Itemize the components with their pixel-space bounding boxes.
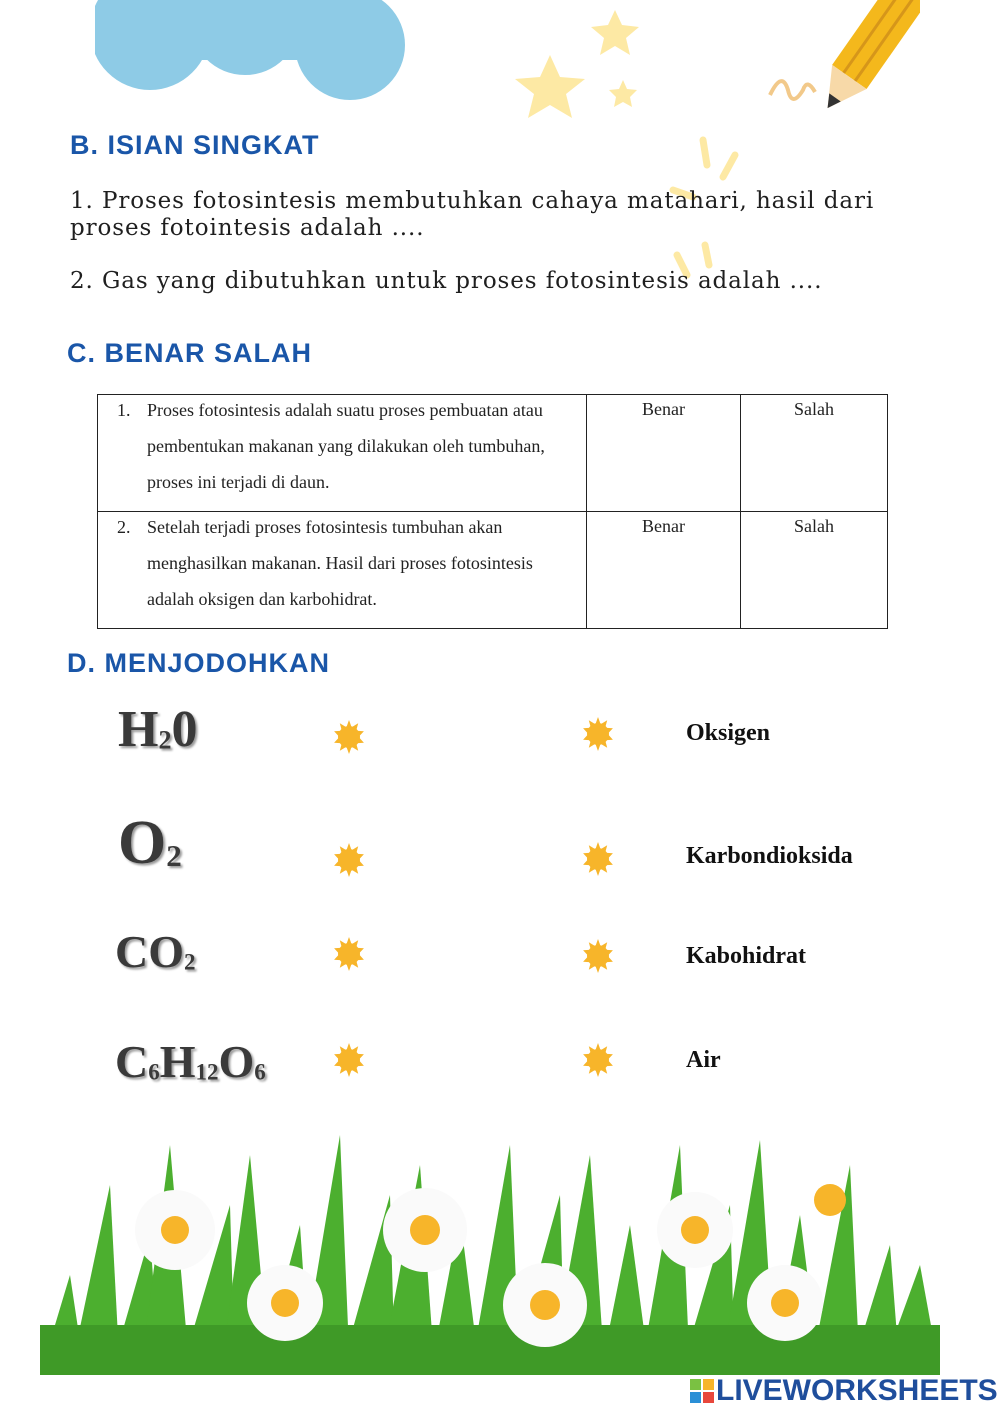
section-d-title: D. MENJODOHKAN: [67, 648, 331, 678]
grass-flowers-illustration: [40, 1125, 940, 1375]
sun-dot-icon[interactable]: [332, 843, 366, 877]
salah-option[interactable]: Salah: [741, 512, 888, 629]
question-2: 2. Gas yang dibutuhkan untuk proses fotosintesis adalah ....: [70, 268, 823, 294]
logo-text: LIVEWORKSHEETS: [716, 1374, 998, 1407]
answer-air: Air: [686, 1047, 721, 1073]
formula-water: $H_20$: [118, 701, 198, 758]
benar-option[interactable]: Benar: [587, 512, 741, 629]
cloud-icon: [95, 0, 415, 100]
formula-oxygen: $O_2$: [118, 809, 182, 877]
statement-cell: [98, 512, 587, 629]
section-b-title: B. ISIAN SINGKAT: [70, 130, 320, 160]
answer-kabohidrat: Kabohidrat: [686, 943, 807, 969]
benar-option[interactable]: Benar: [587, 395, 741, 512]
pencil-icon: [760, 0, 920, 130]
statement-number: 1.: [117, 400, 131, 420]
sun-dot-icon[interactable]: [581, 717, 615, 751]
table-row: [98, 512, 888, 629]
liveworksheets-logo-icon: [690, 1379, 714, 1403]
formula-glucose: $C_6H_{12}O_6$: [115, 1036, 266, 1087]
statement-cell: [98, 395, 587, 512]
sun-dot-icon[interactable]: [332, 1043, 366, 1077]
sun-dot-icon[interactable]: [581, 939, 615, 973]
answer-karbondioksida: Karbondioksida: [686, 843, 853, 869]
sun-dot-icon[interactable]: [332, 937, 366, 971]
section-c-title: C. BENAR SALAH: [67, 338, 313, 368]
sun-dot-icon[interactable]: [581, 1043, 615, 1077]
sun-dot-icon[interactable]: [581, 842, 615, 876]
salah-option[interactable]: Salah: [741, 395, 888, 512]
question-1: 1. Proses fotosintesis membutuhkan cahaya matahari, hasil dari proses fotointesis adalah ....: [70, 188, 875, 241]
statement-text: Proses fotosintesis adalah suatu proses pembuatan atau pembentukan makanan yang dilakukan oleh tumbuhan, proses ini terjadi di daun.: [147, 400, 545, 492]
liveworksheets-logo[interactable]: [690, 1374, 998, 1408]
statement-number: 2.: [117, 517, 131, 537]
formula-carbon-dioxide: $CO_2$: [115, 926, 196, 977]
star-icon: [505, 5, 665, 135]
sun-dot-icon[interactable]: [332, 720, 366, 754]
statement-text: Setelah terjadi proses fotosintesis tumbuhan akan menghasilkan makanan. Hasil dari proses fotosintesis adalah oksigen dan karbohidrat.: [147, 517, 533, 609]
answer-oksigen: Oksigen: [686, 720, 771, 746]
table-row: [98, 395, 888, 512]
true-false-table: [97, 394, 888, 629]
